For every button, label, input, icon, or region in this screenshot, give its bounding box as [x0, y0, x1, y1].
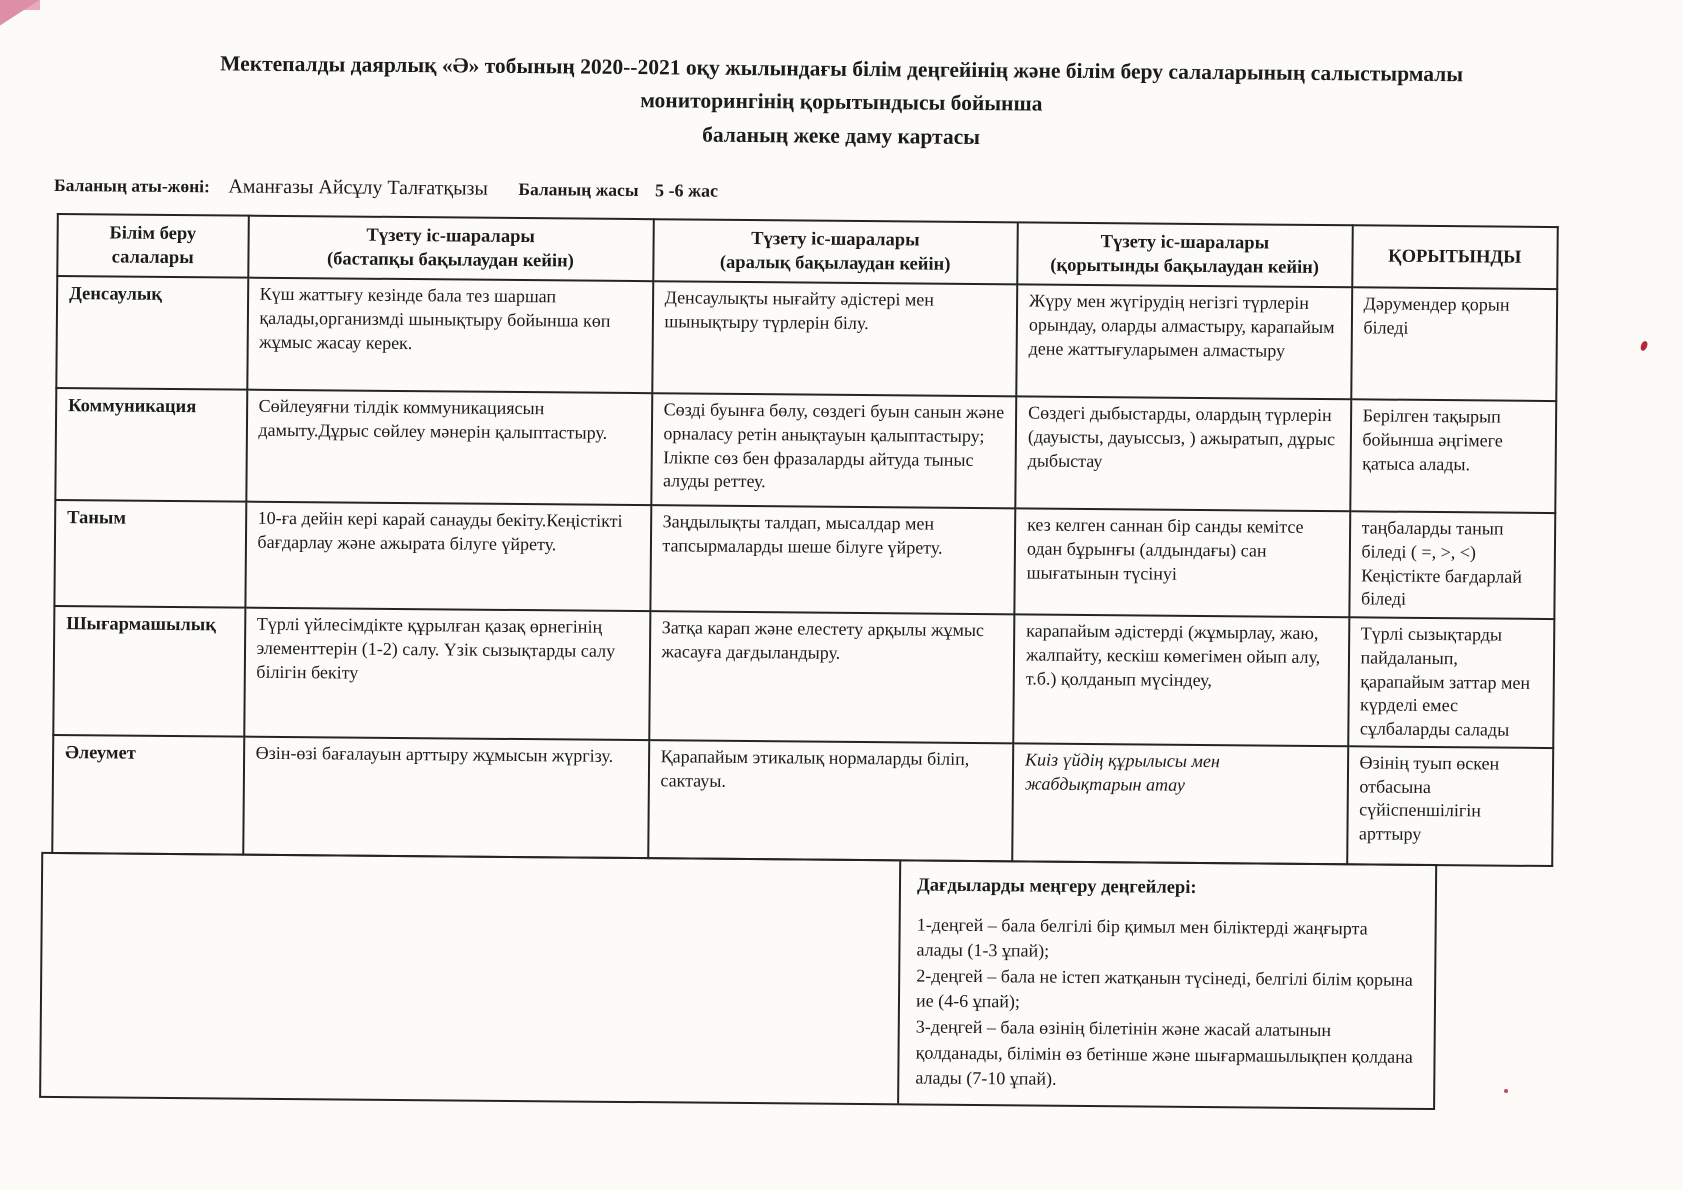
child-age-value: 5 -6 жас — [654, 180, 719, 201]
area-cell: Әлеумет — [52, 735, 244, 855]
child-age-label: Баланың жасы — [518, 178, 639, 200]
table-row-cognition — [54, 500, 1555, 619]
initial-cell: Өзін-өзі бағалауын арттыру жұмысын жүргізу. — [243, 736, 649, 858]
final-cell: Сөздегі дыбыстарды, олардың түрлерін (дауысты, дауыссыз, ) ажыратып, дұрыс дыбыстау — [1015, 396, 1350, 511]
title-line-2: мониторингінің қорытындысы бойынша — [640, 88, 1043, 116]
header-initial-measures: Түзету іс-шаралары (бастапқы бақылаудан кейін) — [248, 216, 654, 282]
initial-cell: Сөйлеуяғни тілдік коммуникациясын дамыту.Дұрыс сөйлеу мәнерін қалыптастыру. — [246, 390, 652, 506]
area-cell: Шығармашылық — [53, 606, 245, 736]
result-cell: Өзінің туып өскен отбасына сүйіспеншілігін арттыру — [1347, 746, 1554, 866]
title-line-1: Мектепалды даярлық «Ә» тобының 2020--2021 оқу жылындағы білім деңгейінің және білім беру салаларының салыстырмалы — [220, 51, 1464, 87]
header-interim-measures: Түзету іс-шаралары (аралық бақылаудан кейін) — [653, 219, 1018, 284]
table-row-health — [56, 276, 1557, 401]
skill-levels-legend — [897, 861, 1435, 1107]
header-conclusion: ҚОРЫТЫНДЫ — [1352, 225, 1558, 289]
level-2-description: 2-деңгей – бала не істеп жатқанын түсінеді, белгілі білім қорына ие (4-6 ұпай); — [915, 965, 1413, 1012]
final-cell: Киіз үйдің құрылысы мен жабдықтарын атау — [1012, 743, 1348, 864]
header-education-areas: Білім беру салалары — [57, 214, 248, 278]
level-1-description: 1-деңгей – бала белгілі бір қимыл мен біліктерді жаңғырта алады (1-3 ұпай); — [916, 914, 1368, 961]
result-cell: Түрлі сызықтарды пайдаланып, қарапайым заттар мен күрделі емес сұлбаларды салады — [1348, 617, 1555, 748]
result-cell: Дәрумендер қорын біледі — [1351, 287, 1557, 401]
empty-notes-area — [41, 854, 899, 1103]
interim-cell: Сөзді буынға бөлу, сөздегі буын санын және орналасу ретін анықтауын қалыптастыру; Ілікпе сөз бен фразаларды айтуда тыныс алуды реттеу. — [651, 393, 1016, 508]
skill-levels-box — [39, 852, 1437, 1110]
final-cell: Жүру мен жүгірудің негізгі түрлерін орындау, оларды алмастыру, карапайым дене жаттығуларымен алмастыру — [1016, 284, 1351, 399]
child-info-line — [54, 174, 1682, 211]
skill-levels-list — [915, 912, 1416, 1095]
initial-cell: 10-ға дейін кері карай санауды бекіту.Кеңістікті бағдарлау және ажырата білуге үйрету. — [245, 502, 651, 612]
initial-cell: Түрлі үйлесімдікте құрылған қазақ өрнегінің элементтерін (1-2) салу. Үзік сызықтарды салу білігін бекіту — [244, 608, 650, 740]
area-cell: Коммуникация — [55, 388, 246, 502]
child-name-value: Аманғазы Айсұлу Талғатқызы — [228, 175, 489, 200]
development-table — [51, 213, 1559, 867]
title-line-3: баланың жеке даму картасы — [702, 122, 981, 149]
interim-cell: Затқа карап және елестету арқылы жұмыс жасауға дағдыландыру. — [649, 611, 1015, 743]
child-name-label: Баланың аты-жөні: — [53, 174, 211, 197]
table-row-communication — [55, 388, 1556, 513]
result-cell: таңбаларды танып біледі ( =, >, <) Кеңістікте бағдарлай біледі — [1349, 511, 1555, 619]
interim-cell: Қарапайым этикалық нормаларды біліп, сактауы. — [648, 740, 1014, 861]
interim-cell: Денсаулықты нығайту әдістері мен шынықтыру түрлерін білу. — [652, 281, 1017, 396]
final-cell: карапайым әдістерді (жұмырлау, жаю, жалпайту, кескіш көмегімен ойып алу, т.б.) қолданып мүсіндеу, — [1013, 614, 1349, 746]
result-cell: Берілген тақырып бойынша әңгімеге қатыса алады. — [1350, 399, 1556, 513]
page-title — [0, 0, 1683, 160]
table-row-social — [52, 735, 1553, 866]
initial-cell: Күш жаттығу кезінде бала тез шаршап қалады,организмді шынықтыру бойынша көп жұмыс жасау керек. — [247, 278, 653, 394]
header-final-measures: Түзету іс-шаралары (қорытынды бақылаудан кейін) — [1017, 222, 1352, 287]
table-row-creativity — [53, 606, 1554, 748]
interim-cell: Заңдылықты талдап, мысалдар мен тапсырмаларды шеше білуге үйрету. — [650, 505, 1015, 614]
area-cell: Таным — [54, 500, 245, 608]
area-cell: Денсаулық — [56, 276, 247, 390]
ink-speck-small — [1504, 1089, 1508, 1093]
level-3-description: 3-деңгей – бала өзінің білетінін және жасай алатынын қолданады, білімін өз бетінше және шығармашылықпен қолдана алады (7-10 ұпай). — [915, 1016, 1413, 1089]
skill-levels-title: Дағдыларды меңгеру деңгейлері: — [916, 875, 1197, 898]
final-cell: кез келген саннан бір санды кемітсе одан бұрынғы (алдындағы) сан шығатынын түсінуі — [1014, 508, 1349, 617]
